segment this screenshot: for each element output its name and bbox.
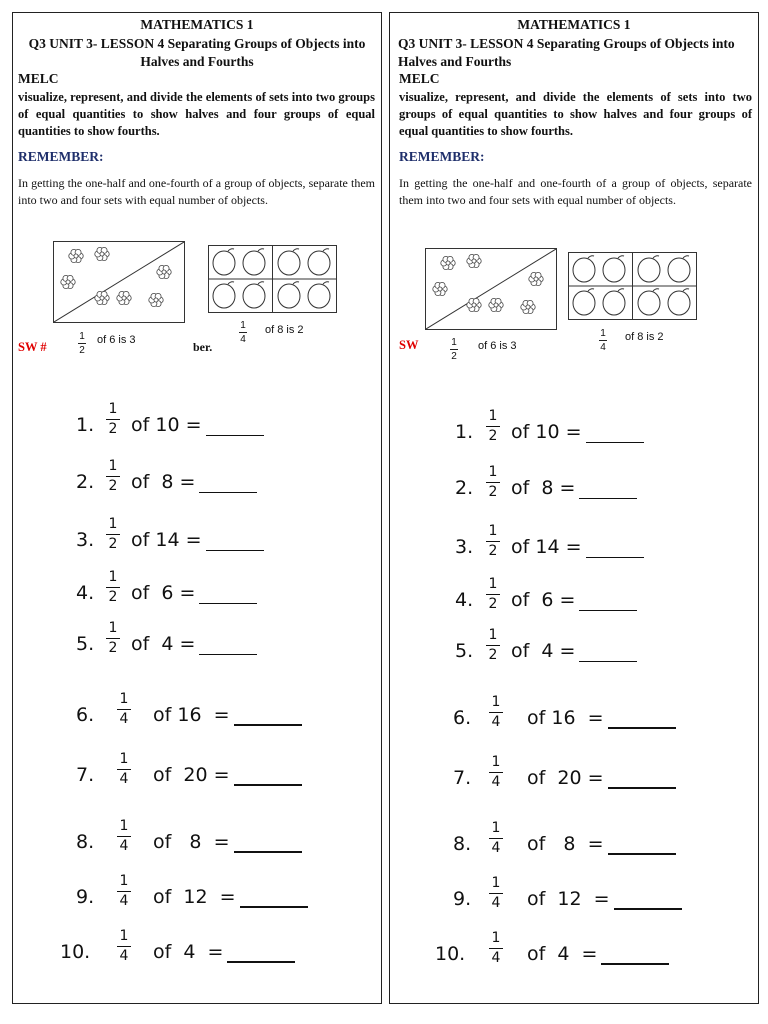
fraction-bar xyxy=(489,772,503,773)
lesson-title: Q3 UNIT 3- LESSON 4 Separating Groups of Objects into Halves and Fourths xyxy=(398,36,735,69)
fraction-numerator: 1 xyxy=(488,408,498,424)
fraction-numerator: 1 xyxy=(79,331,85,342)
fraction-bar xyxy=(117,891,131,892)
fraction-denominator: 2 xyxy=(488,428,498,445)
question-text: of 14 = xyxy=(131,529,264,551)
question-item xyxy=(390,464,750,511)
mango-icon xyxy=(573,258,595,282)
question-fraction xyxy=(489,755,503,790)
mango-icon xyxy=(213,284,235,308)
mango-stem-icon xyxy=(653,289,659,291)
sw-label: SW xyxy=(399,338,419,352)
flower-group-image xyxy=(426,249,556,329)
mango-icon xyxy=(668,291,690,315)
mango-stem-icon xyxy=(293,249,299,251)
answer-blank[interactable] xyxy=(614,890,682,910)
flower-icon xyxy=(467,298,481,311)
question-fraction xyxy=(486,577,500,612)
question-item xyxy=(390,576,750,623)
question-text: of 12 = xyxy=(153,886,308,908)
fraction-numerator: 1 xyxy=(600,328,606,339)
question-number: 10. xyxy=(60,941,91,963)
answer-blank[interactable] xyxy=(199,474,257,493)
mango-stem-icon xyxy=(618,289,624,291)
question-number: 7. xyxy=(453,767,472,789)
fraction-denominator: 2 xyxy=(108,536,118,553)
mangoes-illustration xyxy=(568,252,697,320)
mango-icon xyxy=(308,284,330,308)
flower-icon xyxy=(521,300,535,313)
question-fraction xyxy=(106,402,120,437)
question-text: of 12 = xyxy=(527,888,682,910)
question-fraction xyxy=(489,931,503,966)
remember-heading: REMEMBER: xyxy=(399,149,485,164)
question-fraction xyxy=(489,695,503,730)
flower-icon xyxy=(433,282,447,295)
question-text: of 16 = xyxy=(153,704,302,726)
flower-icon xyxy=(149,293,163,306)
question-item xyxy=(390,930,750,977)
fraction-bar xyxy=(599,340,607,341)
mango-group-image xyxy=(569,253,696,319)
fraction-denominator: 4 xyxy=(119,948,129,965)
mango-icon xyxy=(278,284,300,308)
question-text: of 8 = xyxy=(153,831,302,853)
example-half-fraction xyxy=(450,337,458,362)
flower-icon xyxy=(95,291,109,304)
answer-blank[interactable] xyxy=(206,417,264,436)
question-item xyxy=(13,691,373,738)
question-number: 1. xyxy=(76,414,95,436)
flower-group-image xyxy=(54,242,184,322)
fraction-numerator: 1 xyxy=(119,691,129,707)
example-half-fraction xyxy=(78,331,86,356)
answer-blank[interactable] xyxy=(586,424,644,443)
fraction-numerator: 1 xyxy=(491,820,501,836)
fraction-bar xyxy=(117,836,131,837)
fraction-bar xyxy=(489,948,503,949)
fraction-bar xyxy=(106,476,120,477)
fraction-numerator: 1 xyxy=(108,401,118,417)
fraction-bar xyxy=(486,482,500,483)
fraction-bar xyxy=(117,946,131,947)
question-text: of 16 = xyxy=(527,707,676,729)
fraction-numerator: 1 xyxy=(488,576,498,592)
question-fraction xyxy=(117,692,131,727)
fraction-denominator: 4 xyxy=(491,840,501,857)
question-text: of 8 = xyxy=(511,477,637,499)
fraction-denominator: 2 xyxy=(108,640,118,657)
fraction-numerator: 1 xyxy=(108,458,118,474)
question-item xyxy=(390,408,750,455)
fraction-denominator: 4 xyxy=(119,771,129,788)
flower-icon xyxy=(489,298,503,311)
question-text: of 4 = xyxy=(527,943,669,965)
question-item xyxy=(390,627,750,674)
mango-stem-icon xyxy=(258,249,264,251)
question-number: 4. xyxy=(76,582,95,604)
mango-stem-icon xyxy=(293,282,299,284)
question-fraction xyxy=(486,524,500,559)
fraction-bar xyxy=(117,769,131,770)
flower-icon xyxy=(529,272,543,285)
remember-text: In getting the one-half and one-fourth of a group of objects, separate them into two and four sets with equal number of objects. xyxy=(399,176,752,207)
question-text: of 14 = xyxy=(511,536,644,558)
melc-text: visualize, represent, and divide the elements of sets into two groups of equal quantities to show halves and four groups of equal quantities to show fourths. xyxy=(399,90,752,138)
fraction-denominator: 2 xyxy=(488,647,498,664)
fraction-bar xyxy=(489,712,503,713)
fraction-numerator: 1 xyxy=(488,627,498,643)
flower-icon xyxy=(61,275,75,288)
fraction-numerator: 1 xyxy=(240,320,246,331)
answer-blank[interactable] xyxy=(579,592,637,611)
lesson-title: Q3 UNIT 3- LESSON 4 Separating Groups of Objects into Halves and Fourths xyxy=(28,36,366,69)
question-fraction xyxy=(106,621,120,656)
example-half-text: of 6 is 3 xyxy=(478,340,517,352)
answer-blank[interactable] xyxy=(206,532,264,551)
fraction-denominator: 4 xyxy=(119,893,129,910)
mango-icon xyxy=(308,251,330,275)
fraction-numerator: 1 xyxy=(491,754,501,770)
fraction-denominator: 2 xyxy=(488,543,498,560)
fraction-bar xyxy=(117,709,131,710)
question-number: 6. xyxy=(453,707,472,729)
question-number: 8. xyxy=(76,831,95,853)
fraction-denominator: 4 xyxy=(491,714,501,731)
fraction-numerator: 1 xyxy=(488,464,498,480)
fraction-denominator: 4 xyxy=(600,342,606,353)
question-item xyxy=(13,401,373,448)
question-item xyxy=(13,620,373,667)
question-item xyxy=(390,875,750,922)
fraction-denominator: 4 xyxy=(240,334,246,345)
fraction-numerator: 1 xyxy=(491,875,501,891)
remember-text: In getting the one-half and one-fourth of a group of objects, separate them into two and four sets with equal number of objects. xyxy=(18,176,375,207)
fraction-bar xyxy=(486,426,500,427)
question-number: 3. xyxy=(76,529,95,551)
fraction-numerator: 1 xyxy=(488,523,498,539)
mangoes-illustration xyxy=(208,245,337,313)
fraction-denominator: 4 xyxy=(491,950,501,967)
question-item xyxy=(13,818,373,865)
ber-text: ber. xyxy=(193,340,213,354)
mango-icon xyxy=(573,291,595,315)
fraction-denominator: 2 xyxy=(108,589,118,606)
question-item xyxy=(390,523,750,570)
fraction-denominator: 4 xyxy=(491,895,501,912)
answer-blank[interactable] xyxy=(199,636,257,655)
question-item xyxy=(390,820,750,867)
fraction-bar xyxy=(489,838,503,839)
answer-blank[interactable] xyxy=(586,539,644,558)
fraction-bar xyxy=(106,587,120,588)
question-fraction xyxy=(117,929,131,964)
question-item xyxy=(13,928,373,975)
fraction-numerator: 1 xyxy=(119,818,129,834)
fraction-numerator: 1 xyxy=(491,930,501,946)
sw-label: SW # xyxy=(18,340,47,354)
mango-stem-icon xyxy=(588,256,594,258)
question-text: of 8 = xyxy=(527,833,676,855)
question-number: 4. xyxy=(455,589,474,611)
fraction-numerator: 1 xyxy=(119,928,129,944)
question-fraction xyxy=(106,570,120,605)
fraction-numerator: 1 xyxy=(491,694,501,710)
subject-title: MATHEMATICS 1 xyxy=(517,17,631,32)
mango-stem-icon xyxy=(683,289,689,291)
flower-icon xyxy=(441,256,455,269)
flower-icon xyxy=(467,254,481,267)
mango-stem-icon xyxy=(618,256,624,258)
fraction-bar xyxy=(486,541,500,542)
question-text: of 20 = xyxy=(527,767,676,789)
question-text: of 8 = xyxy=(131,471,257,493)
fraction-denominator: 4 xyxy=(119,711,129,728)
question-number: 7. xyxy=(76,764,95,786)
fraction-bar xyxy=(489,893,503,894)
fraction-numerator: 1 xyxy=(108,516,118,532)
question-number: 9. xyxy=(76,886,95,908)
fraction-bar xyxy=(239,332,247,333)
answer-blank[interactable] xyxy=(199,585,257,604)
example-fourth-fraction xyxy=(239,320,247,345)
fraction-numerator: 1 xyxy=(108,569,118,585)
fraction-denominator: 2 xyxy=(108,421,118,438)
example-fourth-text: of 8 is 2 xyxy=(625,331,664,343)
fraction-bar xyxy=(78,343,86,344)
fraction-denominator: 2 xyxy=(451,351,457,362)
question-text: of 4 = xyxy=(153,941,295,963)
question-fraction xyxy=(486,409,500,444)
mango-stem-icon xyxy=(323,249,329,251)
mango-icon xyxy=(213,251,235,275)
question-item xyxy=(13,458,373,505)
mango-icon xyxy=(243,251,265,275)
question-number: 6. xyxy=(76,704,95,726)
answer-blank[interactable] xyxy=(579,643,637,662)
answer-blank[interactable] xyxy=(234,706,302,726)
mango-group-image xyxy=(209,246,336,312)
fraction-bar xyxy=(106,534,120,535)
mango-icon xyxy=(243,284,265,308)
fraction-bar xyxy=(486,594,500,595)
example-fourth-fraction xyxy=(599,328,607,353)
answer-blank[interactable] xyxy=(234,766,302,786)
mango-icon xyxy=(603,258,625,282)
flower-icon xyxy=(117,291,131,304)
fraction-denominator: 2 xyxy=(488,484,498,501)
fraction-bar xyxy=(450,349,458,350)
question-item xyxy=(390,694,750,741)
question-number: 9. xyxy=(453,888,472,910)
example-half-text: of 6 is 3 xyxy=(97,334,136,346)
mango-stem-icon xyxy=(653,256,659,258)
remember-heading: REMEMBER: xyxy=(18,149,104,164)
mango-stem-icon xyxy=(683,256,689,258)
fraction-denominator: 2 xyxy=(108,478,118,495)
question-item xyxy=(390,754,750,801)
question-fraction xyxy=(489,876,503,911)
question-text: of 4 = xyxy=(511,640,637,662)
question-fraction xyxy=(106,459,120,494)
fraction-denominator: 4 xyxy=(119,838,129,855)
mango-icon xyxy=(638,291,660,315)
fraction-bar xyxy=(106,419,120,420)
question-item xyxy=(13,751,373,798)
question-text: of 6 = xyxy=(511,589,637,611)
fraction-bar xyxy=(106,638,120,639)
question-item xyxy=(13,873,373,920)
question-text: of 20 = xyxy=(153,764,302,786)
flowers-illustration xyxy=(53,241,185,323)
fraction-denominator: 4 xyxy=(491,774,501,791)
mango-stem-icon xyxy=(228,249,234,251)
mango-stem-icon xyxy=(588,289,594,291)
flower-icon xyxy=(157,265,171,278)
question-fraction xyxy=(106,517,120,552)
question-text: of 4 = xyxy=(131,633,257,655)
question-item xyxy=(13,569,373,616)
melc-label: MELC xyxy=(18,71,59,86)
question-number: 5. xyxy=(76,633,95,655)
answer-blank[interactable] xyxy=(608,835,676,855)
question-text: of 10 = xyxy=(131,414,264,436)
mango-icon xyxy=(603,291,625,315)
question-number: 10. xyxy=(435,943,466,965)
mango-stem-icon xyxy=(323,282,329,284)
mango-icon xyxy=(638,258,660,282)
fraction-numerator: 1 xyxy=(119,751,129,767)
question-fraction xyxy=(489,821,503,856)
mango-stem-icon xyxy=(258,282,264,284)
question-item xyxy=(13,516,373,563)
question-number: 1. xyxy=(455,421,474,443)
flower-icon xyxy=(69,249,83,262)
answer-blank[interactable] xyxy=(601,945,669,965)
fraction-numerator: 1 xyxy=(119,873,129,889)
question-text: of 10 = xyxy=(511,421,644,443)
answer-blank[interactable] xyxy=(608,709,676,729)
fraction-numerator: 1 xyxy=(451,337,457,348)
question-number: 3. xyxy=(455,536,474,558)
fraction-denominator: 2 xyxy=(79,345,85,356)
mango-icon xyxy=(278,251,300,275)
worksheet-left xyxy=(12,12,382,1004)
answer-blank[interactable] xyxy=(608,769,676,789)
question-fraction xyxy=(486,465,500,500)
flower-icon xyxy=(95,247,109,260)
question-fraction xyxy=(117,752,131,787)
answer-blank[interactable] xyxy=(234,833,302,853)
flowers-illustration xyxy=(425,248,557,330)
fraction-denominator: 2 xyxy=(488,596,498,613)
answer-blank[interactable] xyxy=(227,943,295,963)
question-fraction xyxy=(486,628,500,663)
question-fraction xyxy=(117,819,131,854)
question-number: 2. xyxy=(455,477,474,499)
melc-label: MELC xyxy=(399,71,440,86)
question-fraction xyxy=(117,874,131,909)
worksheet-right xyxy=(389,12,759,1004)
fraction-numerator: 1 xyxy=(108,620,118,636)
answer-blank[interactable] xyxy=(579,480,637,499)
mango-icon xyxy=(668,258,690,282)
answer-blank[interactable] xyxy=(240,888,308,908)
fraction-bar xyxy=(486,645,500,646)
example-fourth-text: of 8 is 2 xyxy=(265,324,304,336)
melc-text: visualize, represent, and divide the elements of sets into two groups of equal quantities to show halves and four groups of equal quantities to show fourths. xyxy=(18,90,375,138)
subject-title: MATHEMATICS 1 xyxy=(140,17,254,32)
mango-stem-icon xyxy=(228,282,234,284)
question-number: 2. xyxy=(76,471,95,493)
question-number: 5. xyxy=(455,640,474,662)
question-number: 8. xyxy=(453,833,472,855)
question-text: of 6 = xyxy=(131,582,257,604)
